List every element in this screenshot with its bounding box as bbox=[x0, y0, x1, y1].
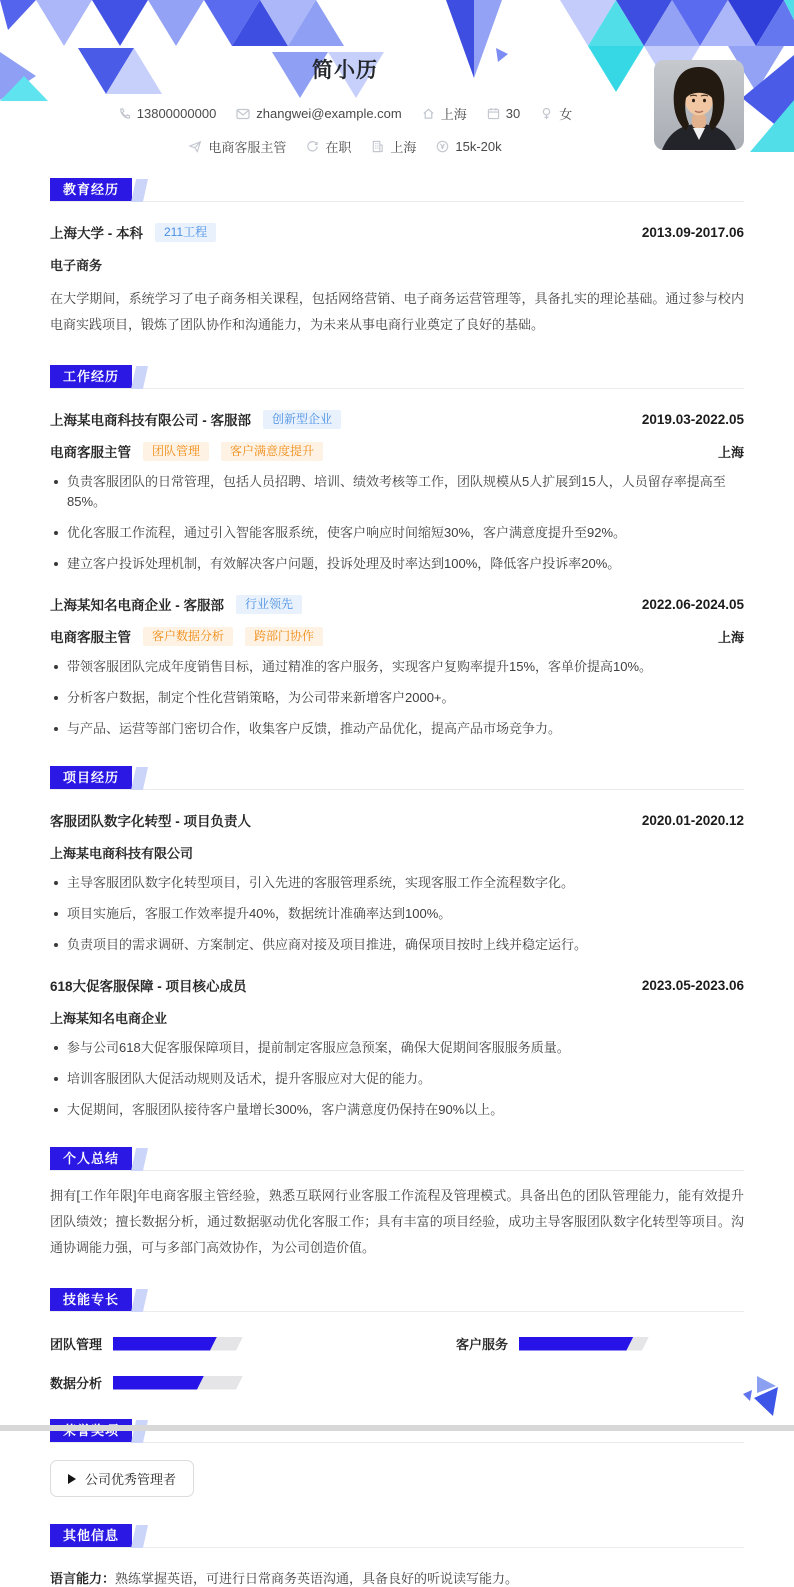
contact-phone bbox=[118, 106, 217, 121]
building-icon bbox=[371, 140, 384, 153]
work-2-tag-2: 跨部门协作 bbox=[245, 627, 323, 646]
section-education-badge: 教育经历 bbox=[50, 178, 132, 201]
language-ability-label: 语言能力： bbox=[50, 1571, 116, 1586]
resume-body bbox=[0, 178, 794, 1587]
contact-target-position bbox=[188, 137, 286, 156]
profile-photo bbox=[654, 60, 744, 150]
work-entry-2-header bbox=[50, 594, 744, 614]
education-entry-header bbox=[50, 222, 744, 242]
project-entry-2-header bbox=[50, 975, 744, 995]
page-bottom-strip bbox=[0, 1425, 794, 1431]
header-text-block bbox=[0, 54, 690, 156]
skill-3-bar bbox=[113, 1376, 243, 1390]
work-2-company-tag: 行业领先 bbox=[236, 595, 302, 614]
work-2-bullet-1: 带领客服团队完成年度销售目标，通过精准的客户服务，实现客户复购率提升15%，客单价提高10%。 bbox=[50, 657, 744, 677]
work-1-date: 2019.03-2022.05 bbox=[641, 411, 744, 427]
contact-job-status bbox=[306, 137, 351, 156]
project-2-date: 2023.05-2023.06 bbox=[641, 977, 744, 993]
project-1-company: 上海某电商科技有限公司 bbox=[50, 846, 194, 861]
project-2-bullet-2: 培训客服团队大促活动规则及话术，提升客服应对大促的能力。 bbox=[50, 1069, 744, 1089]
skills-grid bbox=[50, 1334, 744, 1392]
section-summary-badge: 个人总结 bbox=[50, 1147, 132, 1170]
work-1-bullets bbox=[50, 472, 744, 574]
skill-1-bar-fill bbox=[113, 1337, 217, 1351]
contact-city bbox=[422, 104, 467, 123]
section-education bbox=[50, 178, 744, 338]
skill-1-bar bbox=[113, 1337, 243, 1351]
project-2-company: 上海某知名电商企业 bbox=[50, 1011, 168, 1026]
skill-2-name: 客户服务 bbox=[456, 1337, 509, 1352]
work-1-company: 上海某电商科技有限公司 - 客服部 bbox=[50, 413, 251, 428]
skill-item-1 bbox=[50, 1334, 338, 1353]
contact-salary bbox=[436, 139, 501, 154]
summary-text: 拥有[工作年限]年电商客服主管经验，熟悉互联网行业客服工作流程及管理模式。具备出色的团队管理能力，能有效提升团队绩效；擅长数据分析，通过数据驱动优化客服工作；具有丰富的项目经验，成功主导客服团队数字化转型等项目。沟通协调能力强，可与多部门高效协作，为公司创造价值。 bbox=[50, 1188, 744, 1255]
section-education-header bbox=[50, 178, 744, 202]
section-summary bbox=[50, 1147, 744, 1261]
honor-item-label: 公司优秀管理者 bbox=[85, 1472, 177, 1487]
section-summary-header bbox=[50, 1147, 744, 1171]
work-2-location: 上海 bbox=[717, 629, 744, 645]
work-1-position: 电商客服主管 bbox=[50, 445, 131, 460]
contact-row-1 bbox=[0, 104, 690, 123]
skill-2-bar bbox=[519, 1337, 649, 1351]
project-2-bullet-3: 大促期间，客服团队接待客户量增长300%，客户满意度仍保持在90%以上。 bbox=[50, 1100, 744, 1120]
work-entry-2-subheader bbox=[50, 626, 744, 646]
project-entry-1-header bbox=[50, 810, 744, 830]
section-skills-badge: 技能专长 bbox=[50, 1288, 132, 1311]
work-2-bullets bbox=[50, 657, 744, 739]
contact-gender-text: 女 bbox=[559, 107, 573, 122]
contact-work-city bbox=[371, 137, 416, 156]
project-2-name: 618大促客服保障 - 项目核心成员 bbox=[50, 979, 247, 994]
paper-plane-icon bbox=[188, 140, 202, 153]
project-2-bullets bbox=[50, 1038, 744, 1120]
section-skills bbox=[50, 1288, 744, 1392]
section-honors-header bbox=[50, 1419, 744, 1443]
skill-3-name: 数据分析 bbox=[50, 1376, 103, 1391]
contact-salary-text: 15k-20k bbox=[455, 139, 502, 154]
section-work-badge: 工作经历 bbox=[50, 365, 132, 388]
section-other-header bbox=[50, 1524, 744, 1548]
contact-email bbox=[236, 106, 401, 121]
education-school-tag: 211工程 bbox=[155, 223, 216, 242]
work-2-bullet-3: 与产品、运营等部门密切合作，收集客户反馈，推动产品优化，提高产品市场竞争力。 bbox=[50, 719, 744, 739]
phone-icon bbox=[118, 107, 131, 120]
honor-item-button[interactable] bbox=[50, 1460, 194, 1497]
project-1-bullet-3: 负责项目的需求调研、方案制定、供应商对接及项目推进，确保项目按时上线并稳定运行。 bbox=[50, 935, 744, 955]
language-ability-line bbox=[50, 1568, 744, 1587]
work-1-company-tag: 创新型企业 bbox=[263, 410, 341, 429]
section-other bbox=[50, 1524, 744, 1587]
education-major: 电子商务 bbox=[50, 258, 103, 273]
work-entry-1-subheader bbox=[50, 441, 744, 461]
project-1-bullet-2: 项目实施后，客服工作效率提升40%，数据统计准确率达到100%。 bbox=[50, 904, 744, 924]
contact-phone-text: 13800000000 bbox=[136, 106, 217, 121]
resume-header bbox=[0, 0, 794, 168]
section-projects-badge: 项目经历 bbox=[50, 766, 132, 789]
candidate-name: 简小历 bbox=[312, 59, 378, 82]
work-2-tag-1: 客户数据分析 bbox=[143, 627, 233, 646]
work-entry-2 bbox=[50, 594, 744, 739]
skill-item-2 bbox=[456, 1334, 744, 1353]
work-1-tag-1: 团队管理 bbox=[143, 442, 209, 461]
skill-3-bar-fill bbox=[113, 1376, 204, 1390]
contact-work-city-text: 上海 bbox=[390, 140, 417, 155]
contact-email-text: zhangwei@example.com bbox=[256, 106, 402, 121]
language-ability-text: 熟练掌握英语，可进行日常商务英语沟通，具备良好的听说读写能力。 bbox=[115, 1571, 519, 1586]
skill-2-bar-fill bbox=[519, 1337, 633, 1351]
project-1-bullets bbox=[50, 873, 744, 955]
home-icon bbox=[422, 107, 435, 120]
education-description: 在大学期间，系统学习了电子商务相关课程，包括网络营销、电子商务运营管理等，具备扎实的理论基础。通过参与校内电商实践项目，锻炼了团队协作和沟通能力，为未来从事电商行业奠定了良好的基础。 bbox=[50, 291, 744, 332]
project-1-bullet-1: 主导客服团队数字化转型项目，引入先进的客服管理系统，实现客服工作全流程数字化。 bbox=[50, 873, 744, 893]
contact-age bbox=[487, 106, 520, 121]
project-1-name: 客服团队数字化转型 - 项目负责人 bbox=[50, 814, 251, 829]
section-work-header bbox=[50, 365, 744, 389]
profile-photo-image bbox=[654, 60, 744, 150]
work-2-position: 电商客服主管 bbox=[50, 630, 131, 645]
section-projects-header bbox=[50, 766, 744, 790]
project-entry-2 bbox=[50, 975, 744, 1120]
work-2-bullet-2: 分析客户数据，制定个性化营销策略，为公司带来新增客户2000+。 bbox=[50, 688, 744, 708]
work-entry-1-header bbox=[50, 409, 744, 429]
section-skills-header bbox=[50, 1288, 744, 1312]
skill-item-3 bbox=[50, 1373, 338, 1392]
salary-icon bbox=[436, 140, 449, 153]
contact-gender bbox=[540, 104, 572, 123]
project-2-bullet-1: 参与公司618大促客服保障项目，提前制定客服应急预案，确保大促期间客服服务质量。 bbox=[50, 1038, 744, 1058]
education-date: 2013.09-2017.06 bbox=[641, 224, 744, 240]
section-work bbox=[50, 365, 744, 739]
education-school: 上海大学 - 本科 bbox=[50, 226, 143, 241]
work-1-location: 上海 bbox=[717, 444, 744, 460]
section-other-badge: 其他信息 bbox=[50, 1524, 132, 1547]
calendar-icon bbox=[487, 107, 500, 120]
work-2-company: 上海某知名电商企业 - 客服部 bbox=[50, 598, 224, 613]
skill-1-name: 团队管理 bbox=[50, 1337, 103, 1352]
work-entry-1 bbox=[50, 409, 744, 574]
work-1-bullet-3: 建立客户投诉处理机制，有效解决客户问题，投诉处理及时率达到100%，降低客户投诉率20%。 bbox=[50, 554, 744, 574]
contact-age-text: 30 bbox=[505, 106, 521, 121]
gender-icon bbox=[540, 107, 553, 120]
work-1-bullet-1: 负责客服团队的日常管理，包括人员招聘、培训、绩效考核等工作，团队规模从5人扩展到15人，人员留存率提高至85%。 bbox=[50, 472, 744, 512]
play-icon bbox=[68, 1474, 76, 1484]
project-1-date: 2020.01-2020.12 bbox=[641, 812, 744, 828]
work-1-tag-2: 客户满意度提升 bbox=[221, 442, 323, 461]
status-icon bbox=[306, 140, 319, 153]
contact-city-text: 上海 bbox=[440, 107, 467, 122]
mail-icon bbox=[236, 108, 250, 120]
brand-paper-plane-logo bbox=[740, 1374, 782, 1423]
section-projects bbox=[50, 766, 744, 1120]
contact-row-2 bbox=[0, 137, 690, 156]
contact-job-status-text: 在职 bbox=[325, 140, 352, 155]
work-1-bullet-2: 优化客服工作流程，通过引入智能客服系统，使客户响应时间缩短30%，客户满意度提升至92%。 bbox=[50, 523, 744, 543]
project-entry-1 bbox=[50, 810, 744, 955]
work-2-date: 2022.06-2024.05 bbox=[641, 596, 744, 612]
contact-target-position-text: 电商客服主管 bbox=[208, 140, 287, 155]
